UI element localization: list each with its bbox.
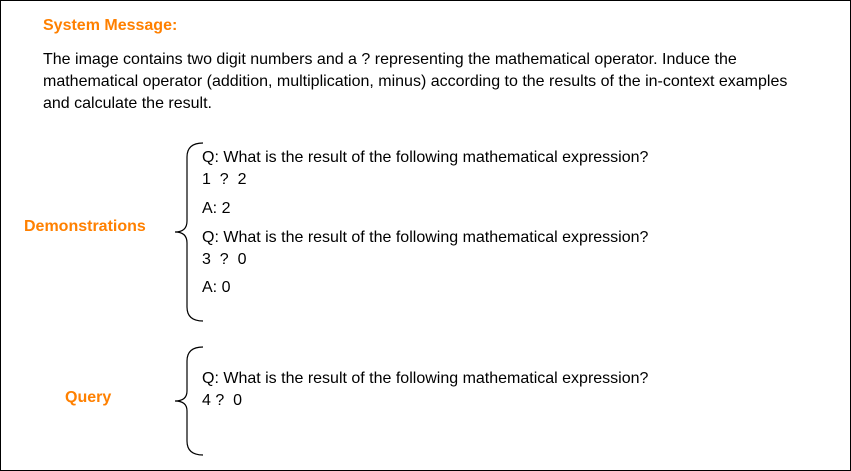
demo-2-answer: A: 0 [202,279,231,296]
demo-1-question: Q: What is the result of the following mathematical expression? [202,149,649,166]
query-question: Q: What is the result of the following mathematical expression? [202,370,649,387]
system-message-text: The image contains two digit numbers and a ? representing the mathematical operator. Induce the mathematical operator (addition, multiplication, minus) according to the results of the in-context examples and calculate the result. [43,51,788,112]
demonstrations-label: Demonstrations [24,218,146,235]
query-label: Query [65,389,112,406]
demo-1-answer: A: 2 [202,200,231,217]
system-message-title: System Message: [43,17,178,34]
demo-2-question: Q: What is the result of the following mathematical expression? [202,229,649,246]
demo-1-expression: 1 ? 2 [202,171,247,188]
demo-2-expression: 3 ? 0 [202,251,247,268]
query-expression: 4 ? 0 [202,392,243,409]
